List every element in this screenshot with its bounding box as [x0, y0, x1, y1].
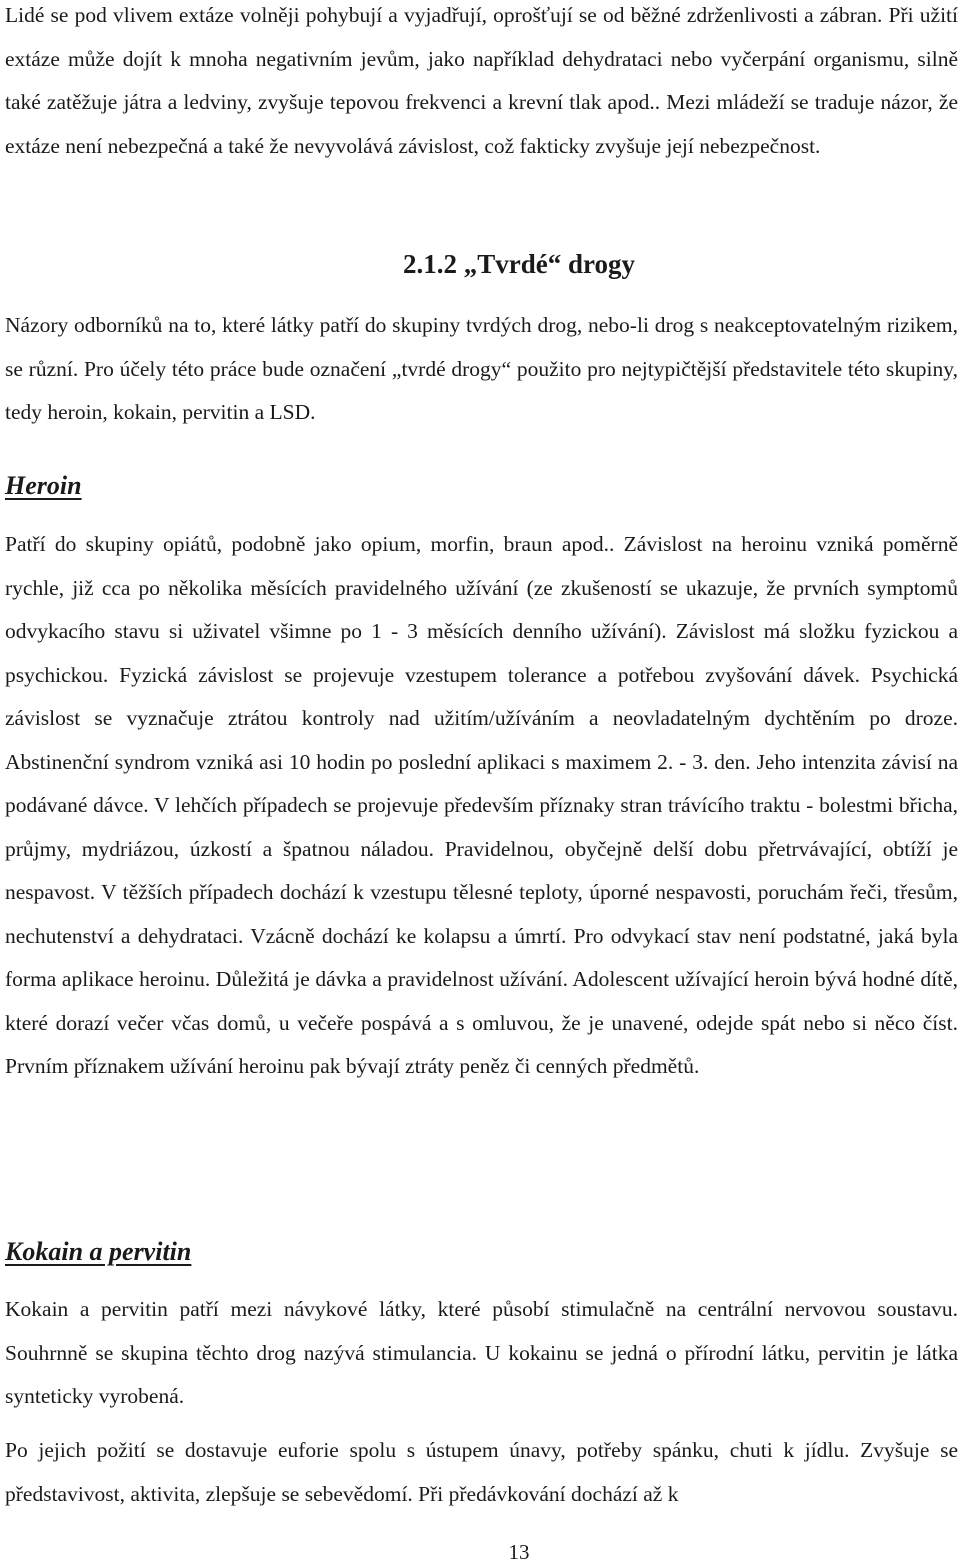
paragraph-heroin-block — [5, 523, 958, 1089]
heading-kokain-pervitin: Kokain a pervitin — [5, 1237, 192, 1266]
heading-heroin: Heroin — [5, 471, 82, 500]
paragraph-kokain-block — [5, 1288, 958, 1419]
paragraph-effects: Po jejich požití se dostavuje euforie spolu s ústupem únavy, potřeby spánku, chuti k jídlu. Zvyšuje se představivost, aktivita, zlepšuje se sebevědomí. Při předávkování dochází až k — [5, 1438, 958, 1506]
paragraph-intro-block — [5, 0, 958, 168]
paragraph-kokain: Kokain a pervitin patří mezi návykové látky, které působí stimulačně na centrální nervovou soustavu. Souhrnně se skupina těchto drog nazývá stimulancia. U kokainu se jedná o přírodní látku, pervitin je látka synteticky vyrobená. — [5, 1297, 958, 1408]
page-number: 13 — [508, 1540, 530, 1564]
paragraph-intro: Lidé se pod vlivem extáze volněji pohybují a vyjadřují, oprošťují se od běžné zdrženlivosti a zábran. Při užití extáze může dojít k mnoha negativním jevům, jako například dehydrataci nebo vyčerpání organismu, silně také zatěžuje játra a ledviny, zvyšuje tepovou frekvenci a krevní tlak apod.. Mezi mládeží se traduje názor, že extáze není nebezpečná a také že nevyvolává závislost, což fakticky zvyšuje její nebezpečnost. — [5, 3, 958, 158]
paragraph-heroin: Patří do skupiny opiátů, podobně jako opium, morfin, braun apod.. Závislost na heroinu vzniká poměrně rychle, již cca po několika měsících pravidelného užívání (ze zkušeností se ukazuje, že prvních symptomů odvykacího stavu si uživatel všimne po 1 - 3 měsících denního užívání). Závislost má složku fyzickou a psychickou. Fyzická závislost se projevuje vzestupem tolerance a potřebou zvyšování dávek. Psychická závislost se vyznačuje ztrátou kontroly nad užitím/užíváním a neovladatelným dychtěním po droze. Abstinenční syndrom vzniká asi 10 hodin po poslední aplikaci s maximem 2. - 3. den. Jeho intenzita závisí na podávané dávce. V lehčích případech se projevuje především příznaky stran trávícího traktu - bolestmi břicha, průjmy, mydriázou, úzkostí a špatnou náladou. Pravidelnou, obyčejně delší dobu přetrvávající, obtíží je nespavost. V těžších případech dochází k vzestupu tělesné teploty, úporné nespavosti, poruchám řeči, třesům, nechutenství a dehydrataci. Vzácně dochází ke kolapsu a úmrtí. Pro odvykací stav není podstatné, jaká byla forma aplikace heroinu. Důležitá je dávka a pravidelnost užívání. Adolescent užívající heroin bývá hodné dítě, které dorazí večer včas domů, u večeře pospává a s omluvou, že je unavené, odejde spát nebo si něco číst. Prvním příznakem užívání heroinu pak bývají ztráty peněz či cenných předmětů. — [5, 532, 958, 1078]
paragraph-hard-drugs: Názory odborníků na to, které látky patří do skupiny tvrdých drog, nebo-li drog s neakceptovatelným rizikem, se různí. Pro účely této práce bude označení „tvrdé drogy“ použito pro nejtypičtější představitele této skupiny, tedy heroin, kokain, pervitin a LSD. — [5, 313, 958, 424]
paragraph-effects-block — [5, 1429, 958, 1516]
section-title: 2.1.2 „Tvrdé“ drogy — [402, 249, 635, 279]
paragraph-hard-drugs-block — [5, 304, 958, 435]
